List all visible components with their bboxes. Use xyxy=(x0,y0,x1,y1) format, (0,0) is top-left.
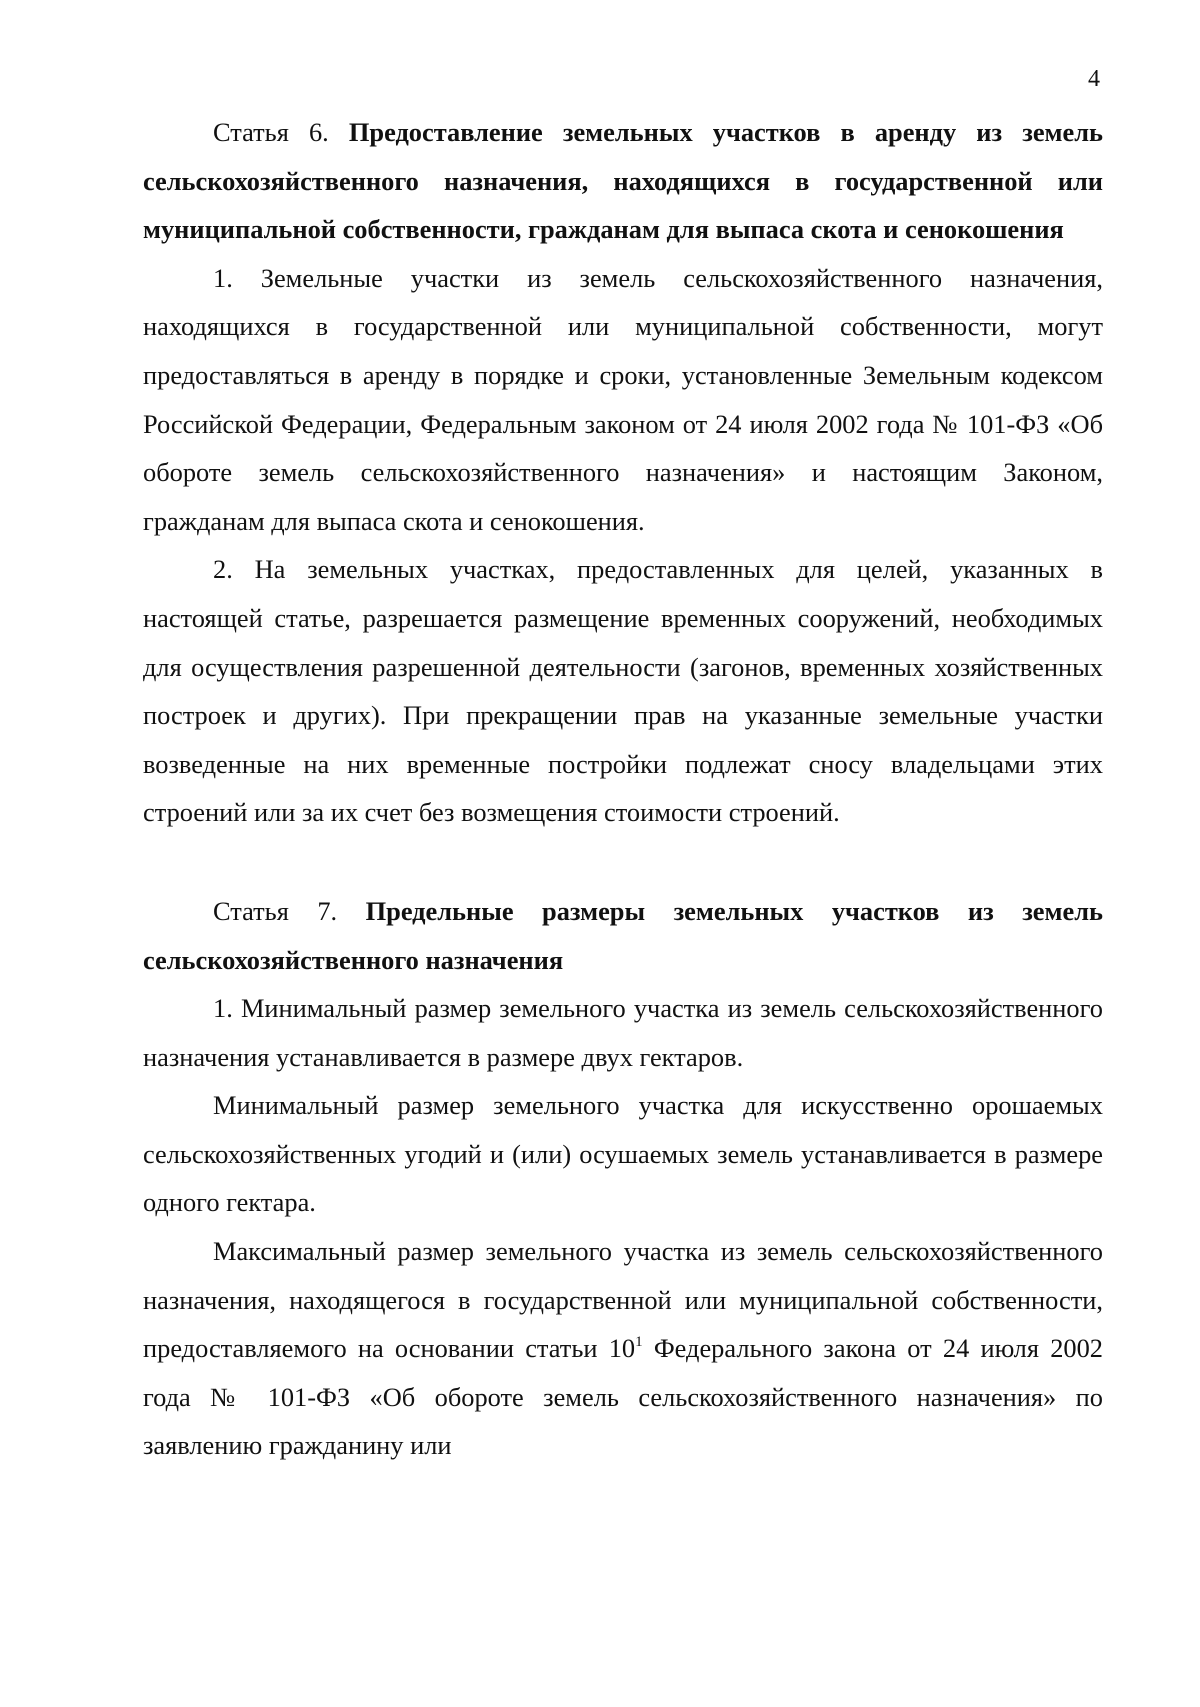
article-7-paragraph-1: 1. Минимальный размер земельного участка из земель сельскохозяйственного назначения устанавливается в размере двух гектаров. xyxy=(143,993,1103,1072)
document-body xyxy=(143,108,1103,1470)
article-reference-superscript: 1 xyxy=(635,1334,643,1351)
article-7-paragraph-3-end: Федерального закона от 24 июля 2002 года № 101-ФЗ «Об обороте земель сельскохозяйственного назначения» по заявлению гражданину или xyxy=(143,1333,1103,1461)
section-spacer xyxy=(143,837,1103,887)
article-7-paragraph-2: Минимальный размер земельного участка для искусственно орошаемых сельскохозяйственных угодий и (или) осушаемых земель устанавливается в размере одного гектара. xyxy=(143,1090,1103,1218)
article-7-heading xyxy=(143,887,1103,984)
article-6-prefix: Статья 6. xyxy=(213,117,329,147)
article-6-title: Предоставление земельных участков в аренду из земель сельскохозяйственного назначения, находящихся в государственной или муниципальной собственности, гражданам для выпаса скота и сенокошения xyxy=(143,117,1103,245)
article-7-paragraph-3 xyxy=(143,1227,1103,1470)
article-6-paragraph-2: 2. На земельных участках, предоставленных для целей, указанных в настоящей статье, разрешается размещение временных сооружений, необходимых для осуществления разрешенной деятельности (загонов, временных хозяйственных построек и других). При прекращении прав на указанные земельные участки возведенные на них временные постройки подлежат сносу владельцами этих строений или за их счет без возмещения стоимости строений. xyxy=(143,554,1103,828)
article-6-paragraph-1: 1. Земельные участки из земель сельскохозяйственного назначения, находящихся в государственной или муниципальной собственности, могут предоставляться в аренду в порядке и сроки, установленные Земельным кодексом Российской Федерации, Федеральным законом от 24 июля 2002 года № 101-ФЗ «Об обороте земель сельскохозяйственного назначения» и настоящим Законом, гражданам для выпаса скота и сенокошения. xyxy=(143,262,1103,536)
article-6-heading xyxy=(143,108,1103,254)
article-7-prefix: Статья 7. xyxy=(213,895,338,926)
article-7-paragraph-3-start: Максимальный размер земельного участка из земель сельскохозяйственного назначения, находящегося в государственной или муниципальной собственности, предоставляемого на основании статьи 10 xyxy=(143,1236,1103,1364)
page-number: 4 xyxy=(1088,66,1100,92)
article-7-title: Предельные размеры земельных участков из земель сельскохозяйственного назначения xyxy=(143,895,1103,975)
